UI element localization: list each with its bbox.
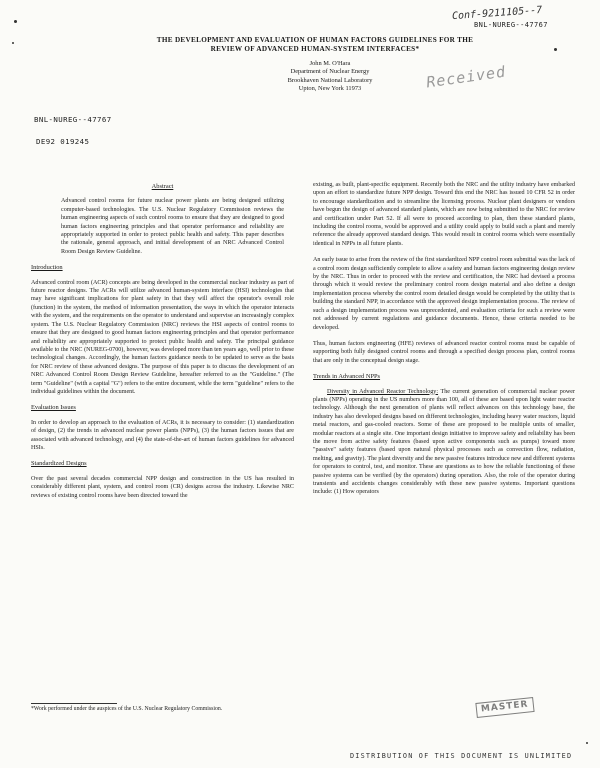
author-name: John M. O'Hara [309, 60, 351, 67]
abstract-text: Advanced control rooms for future nuclear power plants are being designed utilizing computer-based technologies. The U.S. Nuclear Regulatory Commission reviews the human engineering aspects of such control rooms to ensure that they are designed to good human factors engineering principles and that operator performance and reliability are appropriately supported in order to protect public health and safety. This paper describes the rationale, general approach, and initial development of an NRC Advanced Control Room Design Review Guideline. [61, 198, 284, 255]
handwritten-conf-number: Conf-9211105--7 [451, 4, 543, 23]
master-stamp: MASTER [475, 697, 534, 718]
scan-speck [12, 42, 14, 44]
footnote-rule [31, 703, 117, 704]
footnote: *Work performed under the auspices of the U.S. Nuclear Regulatory Commission. [31, 706, 223, 712]
report-number-top: BNL-NUREG--47767 [474, 21, 548, 29]
diversity-paragraph [313, 388, 575, 497]
scan-speck [586, 742, 588, 744]
introduction-heading: Introduction [31, 264, 63, 272]
received-stamp: Received [425, 62, 508, 92]
author-dept: Department of Nuclear Energy [290, 68, 370, 76]
introduction-text: Advanced control room (ACR) concepts are being developed in the commercial nuclear industry as part of future reactor designs. The ACRs will utilize advanced human-system interface (HSI) technologies that may have significant implications for plant safety in that they will affect the operator's overall role (function) in the system, the method of information presentation, the ways in which the operator interacts with the system, and the requirements on the operator to understand and supervise an increasingly complex system. The U.S. Nuclear Regulatory Commission (NRC) reviews the HSI aspects of control rooms to ensure that they are designed to good human factors engineering principles and that operator performance and reliability are appropriately supported to protect public health and safety. The principal guidance available to the NRC (NUREG-0700), however, was developed more than ten years ago, well prior to these technological changes. Accordingly, the human factors guidance needs to be updated to serve as the basis for NRC review of these advanced designs. The purpose of this paper is to discuss the development of an NRC Advanced Control Room Design Review Guideline, hereafter referred to as the "Guideline." (The term "Guideline" (with a capital "G") refers to the entire document, while the term "guideline" refers to the individual guidelines within the document. [31, 279, 294, 395]
diversity-heading: Diversity in Advanced Reactor Technology: [327, 388, 439, 395]
paper-title [120, 36, 510, 54]
design-review-paragraph: An early issue to arise from the review of the first standardized NPP control room submittal was the lack of a control room design sufficiently complete to allow a safety and human factors engineering design review by the NRC. Thus in order to proceed with the review and certification, the NRC had devised a process through which it would review the preliminary control room design material and also define a design implementation process whereby the control room detailed design would be completed by the utility that is building the standard NPP, in accordance with the approved design implementation process. The review of such a design implementation process was unprecedented, and evaluation criteria for such a review were not addressed by current regulations and guidance documents. Hence, these criteria needed to be developed. [313, 257, 575, 331]
author-block [250, 60, 410, 93]
right-column [313, 181, 575, 505]
trends-heading: Trends in Advanced NPPs [313, 373, 381, 381]
title-line-1: THE DEVELOPMENT AND EVALUATION OF HUMAN FACTORS GUIDELINES FOR THE [156, 36, 474, 44]
author-institution: Brookhaven National Laboratory [287, 76, 373, 84]
left-column [31, 181, 294, 508]
abstract-heading: Abstract [151, 183, 174, 190]
accession-number: DE92 019245 [36, 137, 90, 146]
standard-plants-paragraph: existing, as built, plant-specific equipment. Recently both the NRC and the utility industry have embarked upon an effort to standardize future NPP design. Toward this end the NRC has issued 10 CFR 52 in order to encourage standardization and to streamline the licensing process. Nuclear plant designers or vendors have begun the design of advanced standard plants, which are now being submitted to the NRC for review and certification under Part 52. If all were to proceed according to plan, then these standard plants, including the control rooms, would be approved and a utility could apply to build such a plant and merely reference the already approved standard design. This would result in control rooms which were essentially identical in NPPs in all future plants. [313, 182, 575, 247]
evaluation-issues-heading: Evaluation Issues [31, 404, 76, 412]
evaluation-issues-text: In order to develop an approach to the evaluation of ACRs, it is necessary to consider: (1) standardization of design, (2) the trends in advanced nuclear power plants (NPPs), (3) the human factors issues that are associated with advanced technology, and (4) the state-of-the-art of human factors guidelines for advanced HSIs. [31, 419, 294, 451]
author-location: Upton, New York 11973 [298, 84, 362, 92]
title-line-2: REVIEW OF ADVANCED HUMAN-SYSTEM INTERFACES* [210, 45, 420, 53]
report-number-left: BNL-NUREG--47767 [34, 115, 112, 124]
scan-speck [554, 48, 557, 51]
hfe-reviews-paragraph: Thus, human factors engineering (HFE) reviews of advanced reactor control rooms must be capable of supporting both fully designed control rooms and through a specified design process plan, control rooms that are only in the conceptual design stage. [313, 340, 575, 364]
standardized-designs-heading: Standardized Designs [31, 460, 87, 468]
diversity-text: The current generation of commercial nuclear power plants (NPPs) operating in the US numbers more than 100, all of these are based upon light water reactor technology. Although the next generation of plants will reflect advances on this technology base, the industry has also developed designs based on different technologies, including heavy water reactors, liquid metal reactors, and gas-cooled reactors. Some of these are proposed to be multiple units of smaller, modular reactors at a single site. One important design initiative to improve safety and reliability has been the move from active safety features (based upon active components such as pumps) toward more "passive" safety features (based upon natural physical processes such as convection flow, radiation, melting, and gravity). The plant diversity and the new passive features introduce new and different systems for operators to control, test, and monitor. These are questions as to how the reliable functioning of these passive systems can be verified (by the operators) during operation. Also, the role of the operator during transients and accidents changes considerably with these new passive systems. Important questions include: (1) How operators [313, 388, 575, 496]
distribution-statement: DISTRIBUTION OF THIS DOCUMENT IS UNLIMITED [350, 752, 573, 760]
scan-speck [14, 20, 17, 23]
standardized-designs-text: Over the past several decades commercial NPP design and construction in the US has resulted in considerably different plant, system, and control room (CR) designs across the industry. Likewise NRC reviews of existing control rooms have been directed toward the [31, 475, 294, 499]
